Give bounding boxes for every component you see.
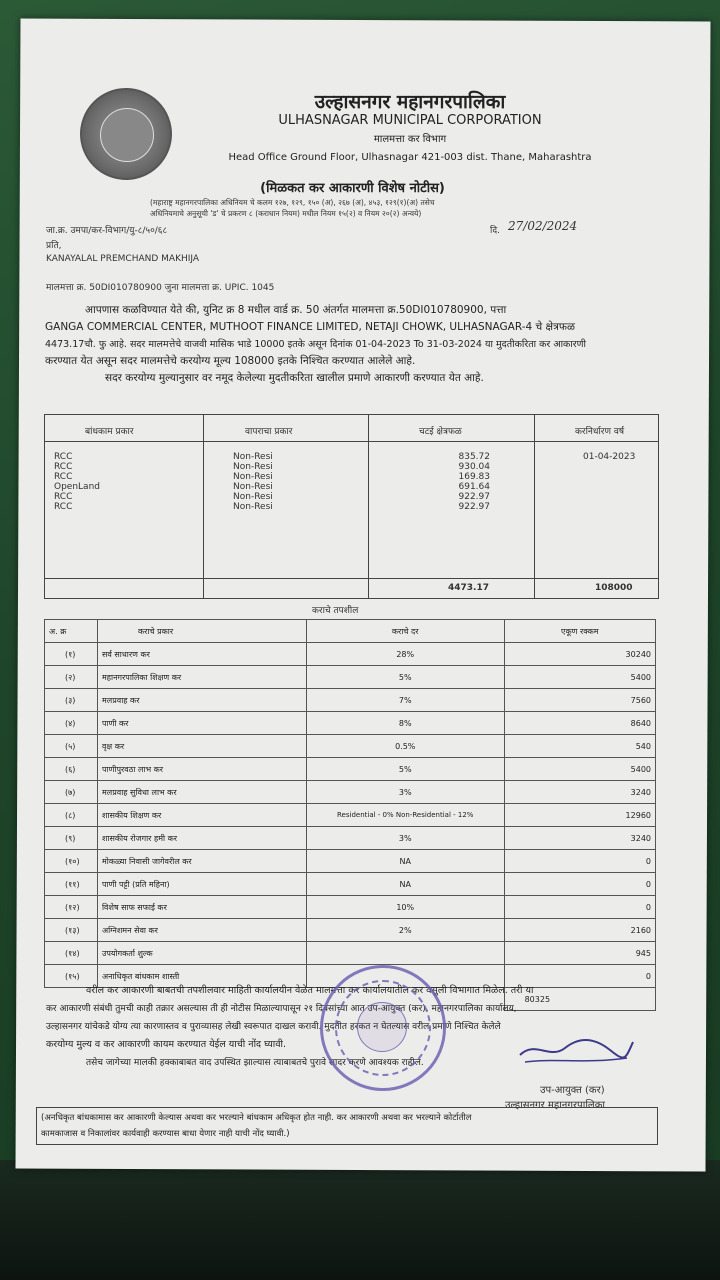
- table-row: [45, 643, 656, 666]
- construction-type-cell: RCC: [54, 452, 73, 462]
- tax-rate: 5%: [306, 758, 504, 781]
- head-office-address: Head Office Ground Floor, Ulhasnagar 421-003 dist. Thane, Maharashtra: [228, 152, 592, 163]
- usage-type-cell: Non-Resi: [233, 472, 273, 482]
- signatory-organization: उल्हासनगर महानगरपालिका: [505, 1100, 605, 1111]
- tax-type: मोकळ्या निवासी जागेवरील कर: [97, 850, 306, 873]
- reference-number: जा.क्र. उमपा/कर-विभाग/यु-८/५०/६८: [46, 226, 168, 236]
- tax-amount: 3240: [504, 781, 655, 804]
- tax-type: शासकीय रोजगार हमी कर: [97, 827, 306, 850]
- date-label: दि.: [490, 226, 500, 236]
- tax-rate: Residential - 0% Non-Residential - 12%: [306, 804, 504, 827]
- corporation-title-english: ULHASNAGAR MUNICIPAL CORPORATION: [278, 113, 542, 128]
- tax-type: अनाधिकृत बांधकाम शास्ती: [97, 965, 306, 988]
- header-construction-type: बांधकाम प्रकार: [85, 427, 134, 437]
- tax-amount: 3240: [504, 827, 655, 850]
- tax-amount: 0: [504, 850, 655, 873]
- tax-serial: (७): [45, 781, 98, 804]
- property-number-line: मालमत्ता क्र. 50DI010780900 जुना मालमत्ता क्र. UPIC. 1045: [46, 283, 275, 293]
- table-row: [45, 919, 656, 942]
- signature: [515, 1030, 635, 1070]
- tax-rate: 28%: [306, 643, 504, 666]
- corporation-title-marathi: उल्हासनगर महानगरपालिका: [314, 91, 506, 113]
- tax-amount: 540: [504, 735, 655, 758]
- signatory-title: उप-आयुक्त (कर): [540, 1085, 605, 1096]
- tax-type: विशेष साफ सफाई कर: [97, 896, 306, 919]
- official-stamp: [320, 965, 446, 1091]
- tax-serial: (११): [45, 873, 98, 896]
- tax-type: पाणीपुरवठा लाभ कर: [97, 758, 306, 781]
- to-label: प्रति,: [46, 241, 62, 251]
- tax-serial: (२): [45, 666, 98, 689]
- tax-rate: 3%: [306, 827, 504, 850]
- carpet-area-cell: 691.64: [458, 482, 490, 492]
- tax-type: शासकीय शिक्षण कर: [97, 804, 306, 827]
- tax-serial: (१३): [45, 919, 98, 942]
- carpet-area-cell: 922.97: [458, 502, 490, 512]
- carpet-area-cell: 835.72: [458, 452, 490, 462]
- footer-line: वरील कर आकारणी बाबतची तपशीलवार माहिती कार्यालयीन वेळेत मालमत्ता कर कार्यालयातील कर वसुली विभागात मिळेल. तरी या: [86, 985, 534, 996]
- tax-amount: 0: [504, 896, 655, 919]
- tax-amount: 5400: [504, 666, 655, 689]
- tax-serial: (५): [45, 735, 98, 758]
- notice-date: 27/02/2024: [508, 219, 578, 233]
- tax-details-table: [44, 619, 656, 1011]
- recipient-name: KANAYALAL PREMCHAND MAKHIJA: [46, 254, 200, 264]
- total-carpet-area: 4473.17: [448, 583, 489, 593]
- tax-rate: NA: [306, 873, 504, 896]
- tax-header-serial: अ. क्र: [45, 620, 98, 643]
- footer-line: उल्हासनगर यांचेकडे योग्य त्या कारणास्तव व पुराव्यासह लेखी स्वरूपात दाखल करावी. मुदतीत हरकत न घेतल्यास वरील प्रमाणे निश्चित केलेले: [46, 1022, 501, 1032]
- tax-serial: (६): [45, 758, 98, 781]
- tax-header-rate: कराचे दर: [306, 620, 504, 643]
- table-row: [45, 942, 656, 965]
- tax-rate: 10%: [306, 896, 504, 919]
- disclaimer-line: कामकाजास व निकालांवर कार्यवाही करण्यास बाधा येणार नाही याची नोंद घ्यावी.): [41, 1129, 290, 1139]
- tax-serial: (१): [45, 643, 98, 666]
- paragraph-line: GANGA COMMERCIAL CENTER, MUTHOOT FINANCE LIMITED, NETAJI CHOWK, ULHASNAGAR-4 चे क्षेत्रफळ: [45, 321, 575, 333]
- assessment-paragraph: [45, 302, 660, 387]
- department-name: मालमत्ता कर विभाग: [373, 134, 447, 145]
- tax-rate: 0.5%: [306, 735, 504, 758]
- carpet-area-cell: 169.83: [458, 472, 490, 482]
- tax-serial: (१५): [45, 965, 98, 988]
- footer-line: करयोग्य मुल्य व कर आकारणी कायम करण्यात येईल याची नोंद घ्यावी.: [46, 1039, 286, 1050]
- tax-serial: (३): [45, 689, 98, 712]
- tax-type: वृक्ष कर: [97, 735, 306, 758]
- header-carpet-area: चटई क्षेत्रफळ: [419, 427, 462, 437]
- tax-type: पाणी पट्टी (प्रति महिना): [97, 873, 306, 896]
- paragraph-line: सदर करयोग्य मुल्यानुसार वर नमूद केलेल्या मुदतीकरिता खालील प्रमाणे आकारणी करण्यात येत आहे.: [105, 372, 484, 384]
- tax-serial: (४): [45, 712, 98, 735]
- paragraph-line: आपणास कळविण्यात येते की, युनिट क्र 8 मधील वार्ड क्र. 50 अंतर्गत मालमत्ता क्र.50DI010780900, पत्ता: [85, 304, 507, 316]
- carpet-area-cell: 930.04: [458, 462, 490, 472]
- tax-total-amount: 80325: [504, 988, 655, 1011]
- taxable-value-total: 108000: [595, 583, 633, 593]
- construction-table: [44, 414, 659, 599]
- footer-line: कर आकारणी संबंधी तुमची काही तक्रार असल्यास ती ही नोटीस मिळाल्यापासून २१ दिवसांच्या आत उप-आयुक्त (कर), महानगरपालिका कार्यालय,: [46, 1004, 517, 1014]
- tax-amount: 30240: [504, 643, 655, 666]
- header-assessment-year: करनिर्धारण वर्ष: [575, 427, 625, 437]
- notice-subtitle-line2: अधिनियमाचे अनुसूची 'ड' चे प्रकरण ८ (कराधान नियम) मधील नियम १५(२) व नियम २०(२) अन्वये): [150, 209, 422, 218]
- tax-amount: 0: [504, 873, 655, 896]
- background-floor: [0, 1160, 720, 1280]
- table-row: [45, 712, 656, 735]
- table-row: [45, 850, 656, 873]
- tax-serial: (१४): [45, 942, 98, 965]
- tax-amount: 7560: [504, 689, 655, 712]
- notice-subtitle-line1: (महाराष्ट्र महानगरपालिका अधिनियम चे कलम १२७, १२९, १५० (अ), २६७ (अ), ४५३, १२९(१)(अ) तसेच: [150, 198, 435, 207]
- table-row: [45, 735, 656, 758]
- tax-rate: 2%: [306, 919, 504, 942]
- tax-rate: 8%: [306, 712, 504, 735]
- disclaimer-line: (अनधिकृत बांधकामास कर आकारणी केल्यास अथवा कर भरल्याने बांधकाम अधिकृत होत नाही. कर आकारणी अथवा कर भरल्याने कोर्टातील: [41, 1113, 472, 1123]
- usage-type-cell: Non-Resi: [233, 462, 273, 472]
- tax-amount: 5400: [504, 758, 655, 781]
- tax-amount: 0: [504, 965, 655, 988]
- usage-type-cell: Non-Resi: [233, 502, 273, 512]
- tax-amount: 2160: [504, 919, 655, 942]
- tax-rate: [306, 942, 504, 965]
- assessment-year-cell: 01-04-2023: [583, 452, 636, 462]
- tax-header-type: कराचे प्रकार: [97, 620, 306, 643]
- footer-line: तसेच जागेच्या मालकी हक्काबाबत वाद उपस्थित झाल्यास त्याबाबतचे पुरावे सादर करणे आवश्यक राहील.: [86, 1058, 424, 1068]
- table-row: [45, 804, 656, 827]
- construction-type-cell: RCC: [54, 462, 73, 472]
- disclaimer-box: [36, 1107, 658, 1145]
- construction-type-cell: OpenLand: [54, 482, 100, 492]
- table-row: [45, 781, 656, 804]
- tax-details-caption: कराचे तपशील: [312, 606, 359, 616]
- tax-type: सर्व साधारण कर: [97, 643, 306, 666]
- paragraph-line: करण्यात येत असून सदर मालमत्तेचे करयोग्य मूल्य 108000 इतके निश्चित करण्यात आलेले आहे.: [45, 355, 416, 367]
- construction-type-cell: RCC: [54, 502, 73, 512]
- tax-type: महानगरपालिका शिक्षण कर: [97, 666, 306, 689]
- tax-serial: (१२): [45, 896, 98, 919]
- carpet-area-cell: 922.97: [458, 492, 490, 502]
- header-usage-type: वापराचा प्रकार: [245, 427, 293, 437]
- usage-type-cell: Non-Resi: [233, 452, 273, 462]
- tax-serial: (१०): [45, 850, 98, 873]
- notice-title: (मिळकत कर आकारणी विशेष नोटीस): [260, 181, 445, 196]
- usage-type-cell: Non-Resi: [233, 492, 273, 502]
- tax-amount: 945: [504, 942, 655, 965]
- tax-header-amount: एकूण रक्कम: [504, 620, 655, 643]
- tax-rate: 7%: [306, 689, 504, 712]
- tax-rate: 5%: [306, 666, 504, 689]
- table-row: [45, 758, 656, 781]
- tax-type: उपयोगकर्ता शुल्क: [97, 942, 306, 965]
- table-row: [45, 666, 656, 689]
- tax-type: पाणी कर: [97, 712, 306, 735]
- table-row: [45, 827, 656, 850]
- tax-serial: (८): [45, 804, 98, 827]
- tax-amount: 8640: [504, 712, 655, 735]
- tax-rate: 3%: [306, 781, 504, 804]
- paragraph-line: 4473.17चौ. फु आहे. सदर मालमत्तेचे वाजवी मासिक भाडे 10000 इतके असून दिनांक 01-04-2023 To 31-03-2024 या मुदतीकरिता कर आकारणी: [45, 339, 586, 350]
- tax-amount: 12960: [504, 804, 655, 827]
- tax-type: अग्निशमन सेवा कर: [97, 919, 306, 942]
- table-row: [45, 873, 656, 896]
- tax-type: मलप्रवाह कर: [97, 689, 306, 712]
- construction-type-cell: RCC: [54, 472, 73, 482]
- tax-rate: NA: [306, 850, 504, 873]
- table-row: [45, 896, 656, 919]
- table-row: [45, 689, 656, 712]
- construction-type-cell: RCC: [54, 492, 73, 502]
- usage-type-cell: Non-Resi: [233, 482, 273, 492]
- tax-type: मलप्रवाह सुविधा लाभ कर: [97, 781, 306, 804]
- tax-serial: (९): [45, 827, 98, 850]
